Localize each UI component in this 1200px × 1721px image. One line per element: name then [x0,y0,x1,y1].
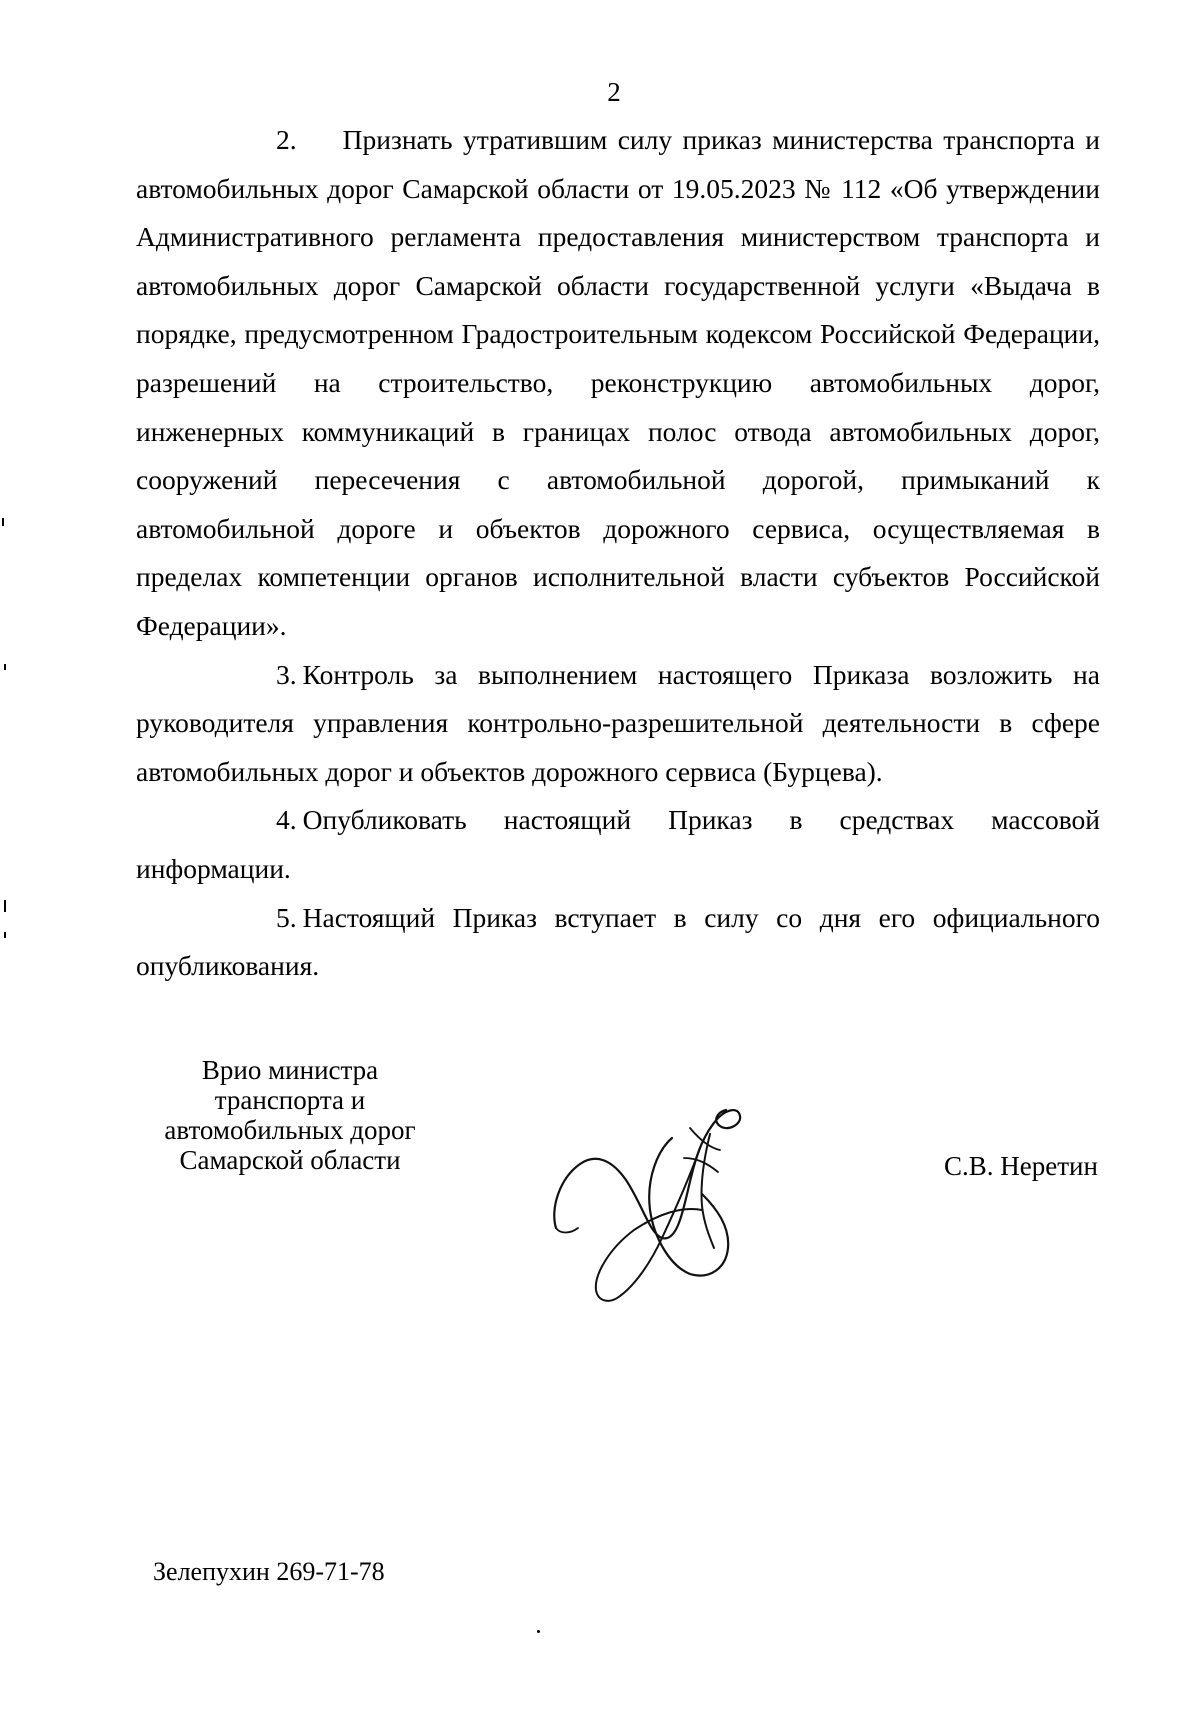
paragraph-number: 5. [276,901,297,933]
scan-artifact [4,900,6,912]
paragraph-text: Опубликовать настоящий Приказ в средствах массовой информации. [136,804,1100,884]
signatory-position [150,1055,430,1175]
position-line: Самарской области [179,1145,401,1175]
scan-artifact [537,1630,540,1633]
position-line: Врио министра [201,1055,379,1085]
handwritten-signature [550,1098,770,1312]
document-body [136,116,1100,991]
paragraph-number: 4. [276,804,297,836]
signer-name: С.В. Неретин [944,1151,1098,1181]
position-line: автомобильных дорог [164,1115,416,1145]
scan-artifact [2,518,4,526]
page-number: 2 [607,77,621,107]
paragraph-4 [136,796,1100,893]
paragraph-text: Контроль за выполнением настоящего Приказа возложить на руководителя управления контрольно-разрешительной деятельности в сфере автомобильных дорог и объектов дорожного сервиса (Бурцева). [136,658,1100,787]
paragraph-5 [136,894,1100,991]
paragraph-text: Признать утратившим силу приказ министерства транспорта и автомобильных дорог Самарской области от 19.05.2023 № 112 «Об утверждении Административного регламента предоставления министерством транспорта и автомобильных дорог Самарской области государственной услуги «Выдача в порядке, предусмотренном Градостроительным кодексом Российской Федерации, разрешений на строительство, реконструкцию автомобильных дорог, инженерных коммуникаций в границах полос отвода автомобильных дорог, сооружений пересечения с автомобильной дорогой, примыканий к автомобильной дороге и объектов дорожного сервиса, осуществляемая в пределах компетенции органов исполнительной власти субъектов Российской Федерации». [136,124,1100,641]
position-line: транспорта и [214,1085,366,1115]
scan-artifact [4,932,6,938]
paragraph-text: Настоящий Приказ вступает в силу со дня его официального опубликования. [136,901,1100,982]
paragraph-number: 2. [276,124,297,155]
executor-contact: Зелепухин 269-71-78 [153,1557,385,1586]
paragraph-3 [136,651,1100,797]
paragraph-2 [136,116,1100,651]
paragraph-number: 3. [276,658,297,690]
scan-artifact [4,664,6,670]
